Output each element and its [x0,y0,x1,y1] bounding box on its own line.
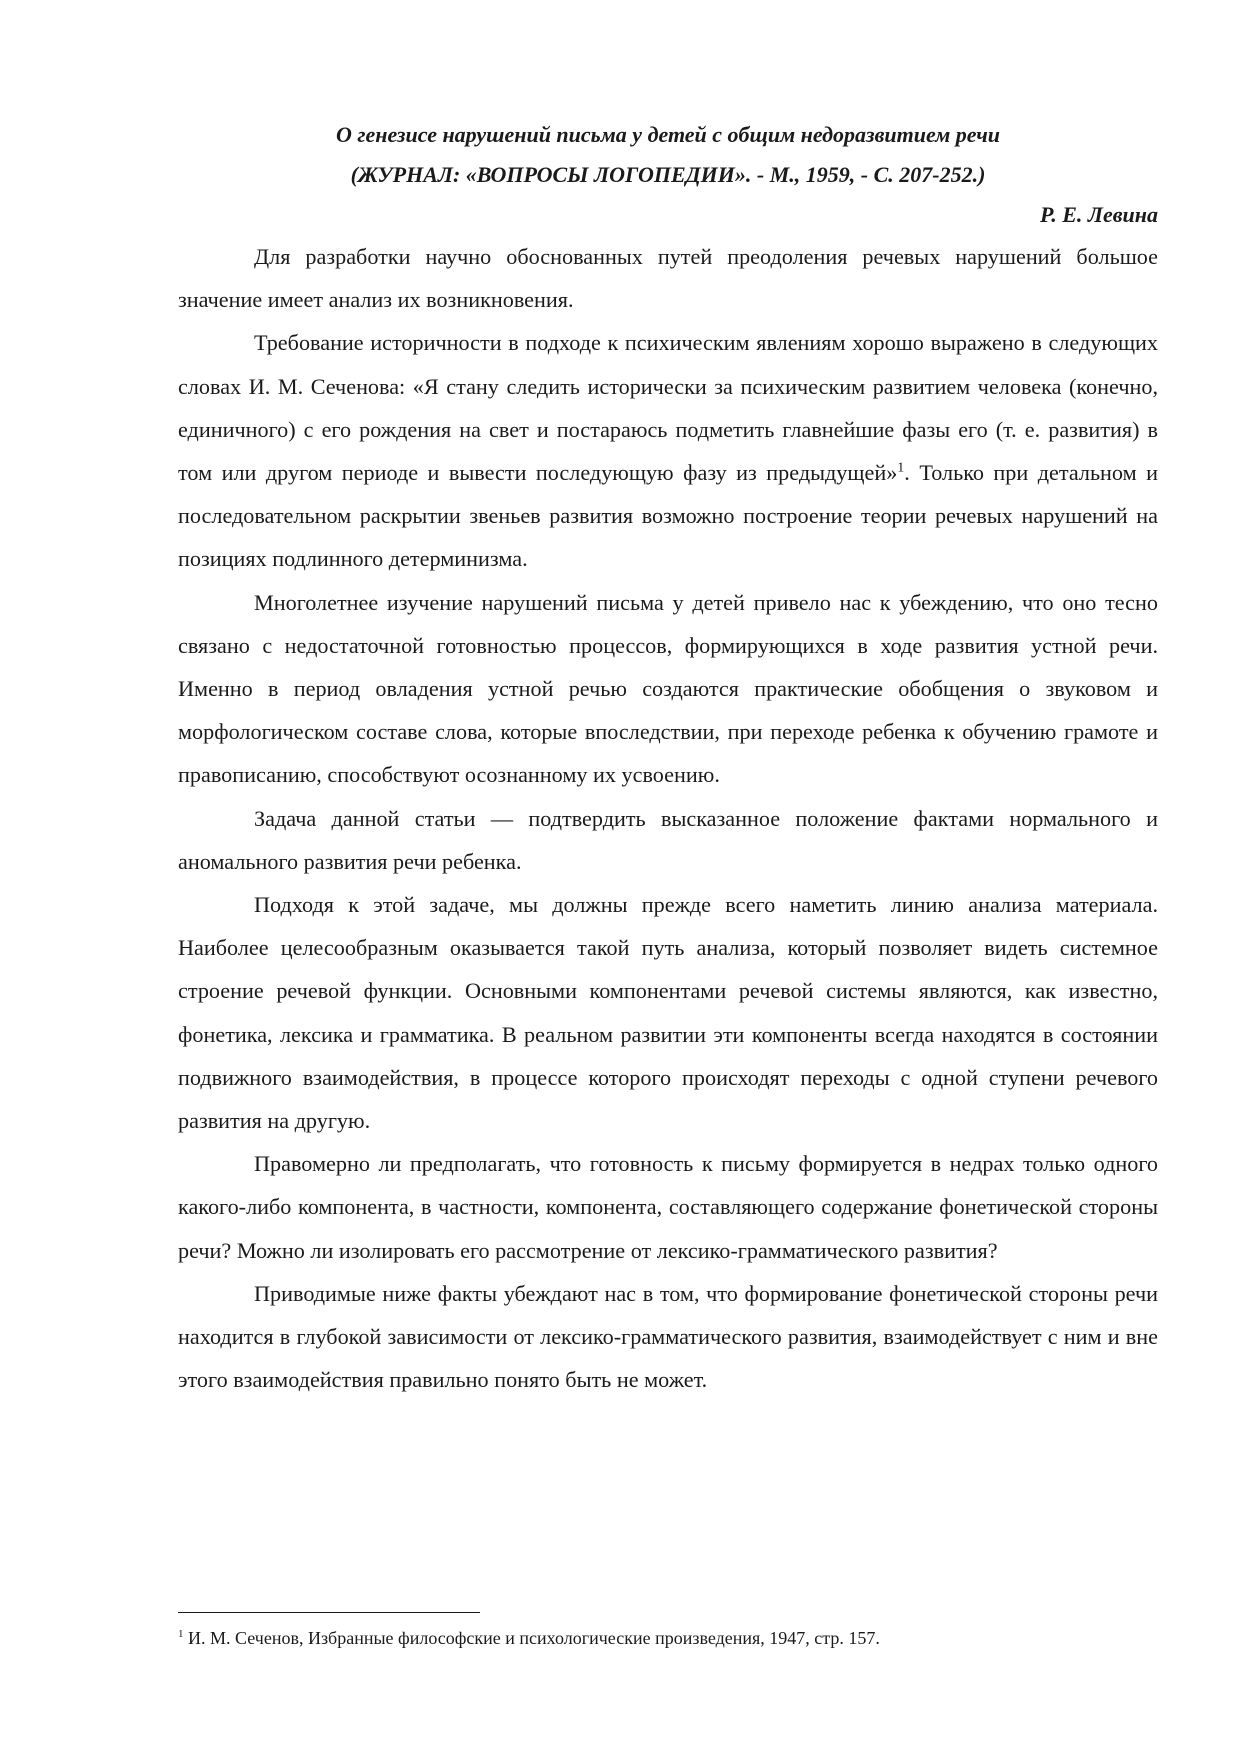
footnote-text: И. М. Сеченов, Избранные философские и психологические произведения, 1947, стр. 157. [183,1628,880,1648]
article-author: Р. Е. Левина [1039,202,1158,227]
paragraph-1: Для разработки научно обоснованных путей преодоления речевых нарушений большое значение имеет анализ их возникновения. [178,244,1158,313]
footnote [178,1626,1158,1650]
footnote-reference: 1 [897,460,905,476]
footnote-marker: 1 [178,1628,184,1640]
paragraph-5: Подходя к этой задаче, мы должны прежде всего наметить линию анализа материала. Наиболее целесообразным оказывается такой путь анализа, который позволяет видеть системное строение речевой функции. Основными компонентами речевой системы являются, как известно, фонетика, лексика и грамматика. В реальном развитии эти компоненты всегда находятся в состоянии подвижного взаимодействия, в процессе которого происходят переходы с одной ступени речевого развития на другую. [178,892,1158,1134]
article-source: (ЖУРНАЛ: «ВОПРОСЫ ЛОГОПЕДИИ». - М., 1959, - С. 207-252.) [350,162,986,187]
paragraph-2 [178,321,1158,580]
article-title: О генезисе нарушений письма у детей с общим недоразвитием речи [335,122,1001,147]
paragraph-2-text: Требование историчности в подходе к психическим явлениям хорошо выражено в следующих словах И. М. Сеченова: «Я стану следить исторически за психическим развитием человека (конечно, единичного) с его рождения на свет и постараюсь подметить главнейшие фазы его (т. е. развития) в том или другом периоде и вывести последующую фазу из предыдущей» [178,330,1158,486]
paragraph-2-text-continued: . Только при детальном и последовательном раскрытии звеньев развития возможно построение теории речевых нарушений на позициях подлинного детерминизма. [178,460,1158,572]
paragraph-7: Приводимые ниже факты убеждают нас в том, что формирование фонетической стороны речи находится в глубокой зависимости от лексико-грамматического развития, взаимодействует с ним и вне этого взаимодействия правильно понято быть не может. [178,1280,1158,1393]
paragraph-4: Задача данной статьи — подтвердить высказанное положение фактами нормального и аномального развития речи ребенка. [178,805,1158,874]
paragraph-6: Правомерно ли предполагать, что готовность к письму формируется в недрах только одного какого-либо компонента, в частности, компонента, составляющего содержание фонетической стороны речи? Можно ли изолировать его рассмотрение от лексико-грамматического развития? [178,1151,1158,1263]
document-page [178,115,1158,1401]
paragraph-3: Многолетнее изучение нарушений письма у детей привело нас к убеждению, что оно тесно связано с недостаточной готовностью процессов, формирующихся в ходе развития устной речи. Именно в период овладения устной речью создаются практические обобщения о звуковом и морфологическом составе слова, которые впоследствии, при переходе ребенка к обучению грамоте и правописанию, способствуют осознанному их усвоению. [178,589,1158,788]
footnote-separator [178,1612,480,1613]
